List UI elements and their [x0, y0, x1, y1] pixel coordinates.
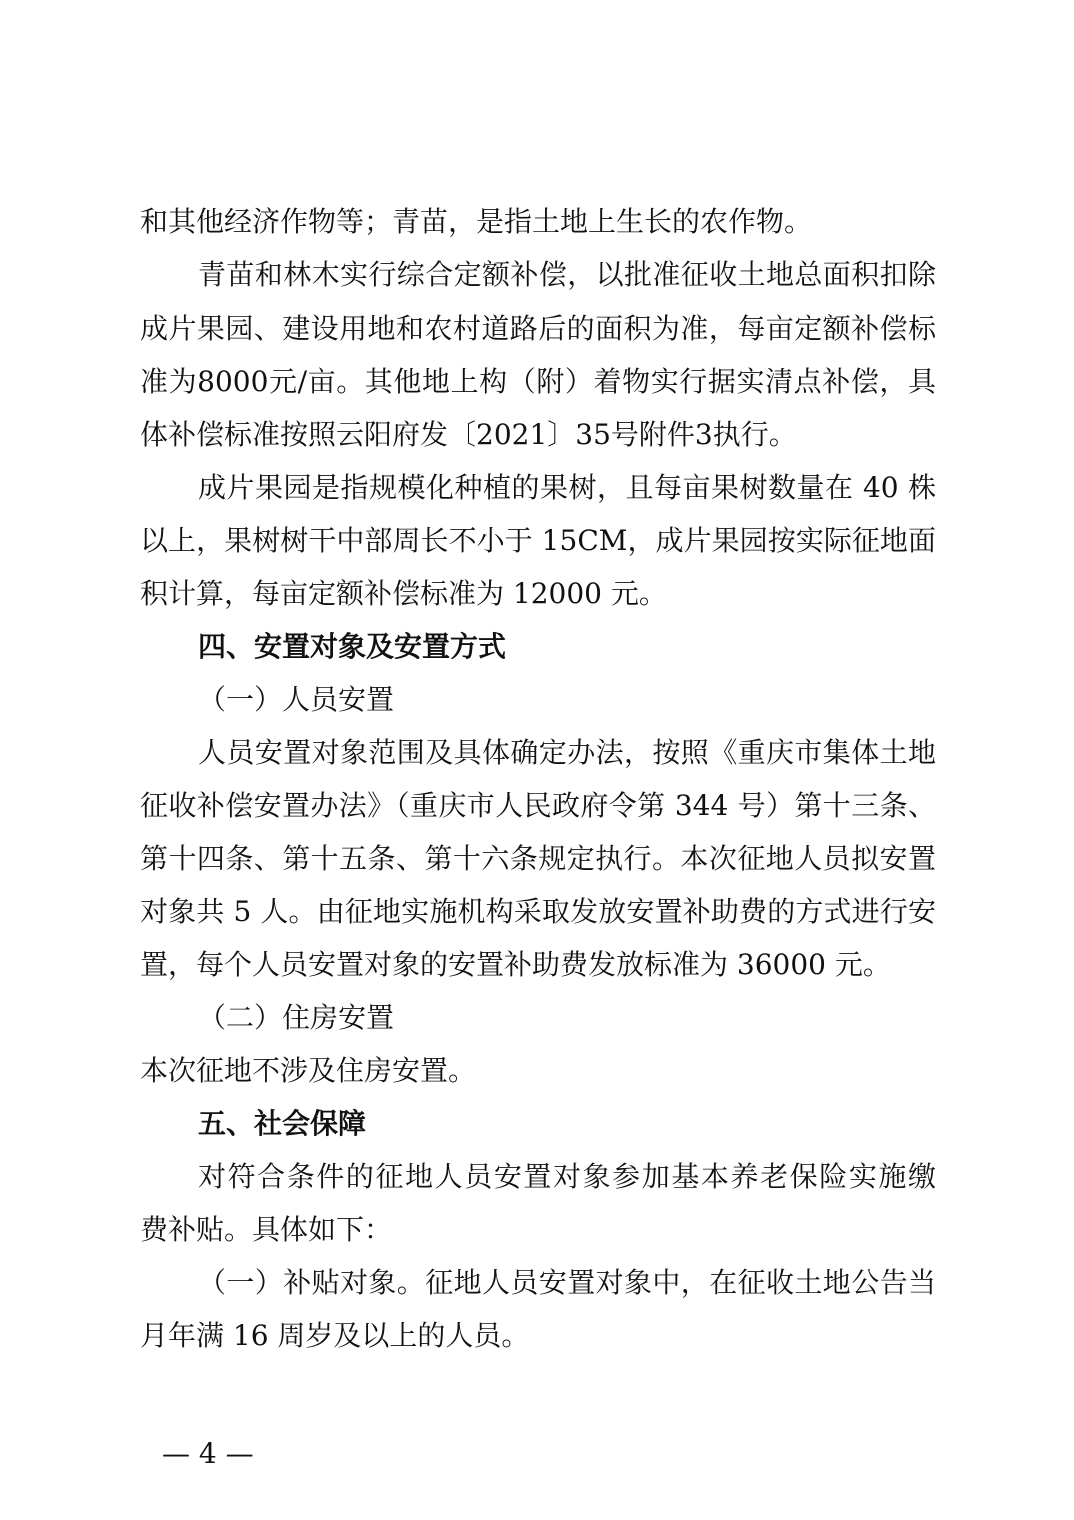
- text-line-17: 本次征地不涉及住房安置。: [140, 1054, 477, 1087]
- text-line-13: 第十四条、第十五条、第十六条规定执行。本次征地人员拟安置: [140, 842, 936, 875]
- text-line-15: 置，每个人员安置对象的安置补助费发放标准为 36000 元。: [140, 948, 891, 981]
- text-line-4: 准为8000元/亩。其他地上构（附）着物实行据实清点补偿，具: [140, 365, 936, 398]
- text-line-3: 成片果园、建设用地和农村道路后的面积为准，每亩定额补偿标: [140, 312, 936, 345]
- text-line-1: 和其他经济作物等；青苗，是指土地上生长的农作物。: [140, 205, 813, 238]
- text-line-7: 以上，果树树干中部周长不小于 15CM，成片果园按实际征地面: [140, 524, 936, 557]
- text-line-20: 费补贴。具体如下：: [140, 1213, 393, 1246]
- page-number: — 4 —: [162, 1437, 254, 1470]
- subsection-heading-housing: （二）住房安置: [198, 1001, 395, 1034]
- text-line-14: 对象共 5 人。由征地实施机构采取发放安置补助费的方式进行安: [140, 895, 936, 928]
- text-line-12: 征收补偿安置办法》（重庆市人民政府令第 344 号）第十三条、: [140, 789, 936, 822]
- text-line-5: 体补偿标准按照云阳府发〔2021〕35号附件3执行。: [140, 418, 797, 451]
- text-line-6: 成片果园是指规模化种植的果树，且每亩果树数量在 40 株: [198, 471, 936, 504]
- text-line-22: 月年满 16 周岁及以上的人员。: [140, 1319, 530, 1352]
- text-line-2: 青苗和林木实行综合定额补偿，以批准征收土地总面积扣除: [198, 258, 936, 291]
- section-heading-4: 四、安置对象及安置方式: [198, 630, 507, 663]
- text-line-11: 人员安置对象范围及具体确定办法，按照《重庆市集体土地: [198, 736, 936, 769]
- subsection-heading-personnel: （一）人员安置: [198, 683, 395, 716]
- text-line-8: 积计算，每亩定额补偿标准为 12000 元。: [140, 577, 667, 610]
- text-line-19: 对符合条件的征地人员安置对象参加基本养老保险实施缴: [198, 1160, 936, 1193]
- section-heading-5: 五、社会保障: [198, 1107, 367, 1140]
- text-line-21: （一）补贴对象。征地人员安置对象中，在征收土地公告当: [198, 1266, 936, 1299]
